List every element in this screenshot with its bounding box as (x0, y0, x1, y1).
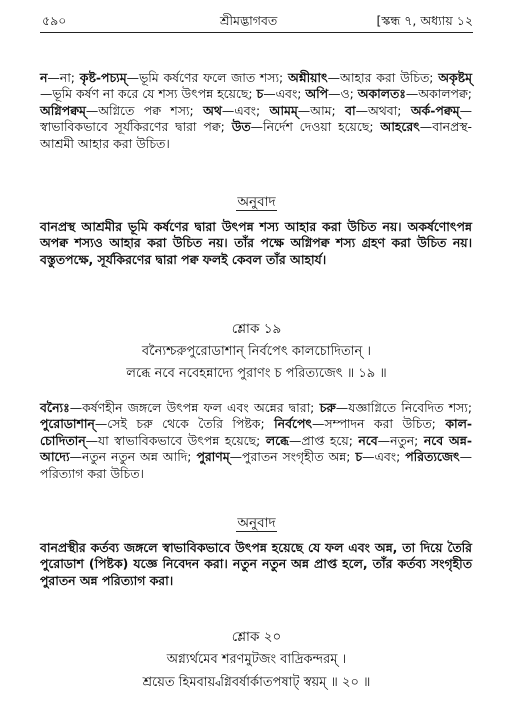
synonym-meaning: অথবা (367, 102, 398, 118)
synonym-meaning: প্রাপ্ত হয়ে (301, 432, 349, 448)
synonym-meaning: অগ্নিতে পক্ব শস্য (98, 102, 190, 118)
synonym-word: কাল-চোদিতান্ (40, 416, 472, 448)
page-header (42, 11, 473, 31)
synonym-meaning: ও (340, 86, 350, 102)
synonym-word: ন (40, 70, 48, 85)
synonym-word: অপি (305, 86, 329, 102)
synonym-word: পুরোডাশান্ (40, 416, 95, 432)
verse-20-line-1: অগ্ন্যর্থমেব শরণমুটজং বাদ্রিকন্দরম্ । (166, 652, 347, 667)
synonym-meaning: পুরাতন সংগৃহীত অন্ন (242, 449, 347, 465)
page-number: ৫৯০ (42, 13, 67, 28)
translation-text-2: বানপ্রস্থীর কর্তব্য জঙ্গলে স্বাভাবিকভাবে উৎপন্ন হয়েছে যে ফল এবং অন্ন, তা দিয়ে তৈরি পুরোডাশ (পিষ্টক) যজ্ঞে নিবেদন করা। নতুন নতুন অন্ন প্রাপ্ত হলে, তাঁর কর্তব্য সংগৃহীত পুরাতন অন্ন পরিত্যাগ করা। (40, 540, 472, 588)
synonym-word: চরু (319, 400, 336, 415)
verse-19-line-2: লব্ধে নবে নবেহন্নাদ্যে পুরাণং চ পরিত্যজেৎ ॥ ১৯ ॥ (126, 366, 387, 381)
synonym-meaning: যজ্ঞাগ্নিতে নিবেদিত শস্য (348, 400, 468, 415)
synonym-meaning: সম্পাদন করা উচিত (324, 416, 432, 432)
synonym-meaning: ভূমি কর্ষণের ফলে জাত শস্য (139, 70, 280, 85)
synonym-meaning: নতুন (390, 432, 415, 448)
synonym-word: নবে (358, 432, 378, 448)
synonym-word: বা (345, 102, 356, 118)
synonym-meaning: ভূমি কর্ষণ না করে যে শস্য উৎপন্ন হয়েছে (52, 86, 249, 102)
synonym-meaning: আহার করা উচিত (340, 70, 430, 85)
synonym-word: অগ্নিপক্বম্ (40, 102, 86, 118)
synonym-meaning: এবং (234, 102, 256, 118)
synonym-meaning: পরিত্যাগ করা উচিত। (40, 465, 144, 481)
synonym-word: নির্বপেৎ (274, 416, 312, 432)
book-title: শ্রীমদ্ভাগবত (220, 13, 278, 28)
synonym-word: আমম্ (269, 102, 298, 118)
synonym-word: কৃষ্ট-পচ্যম্ (79, 70, 127, 85)
synonym-meaning: নির্দেশ দেওয়া হয়েছে (263, 119, 370, 135)
synonyms-paragraph-2: বন্যৈঃ—কর্ষণহীন জঙ্গলে উৎপন্ন ফল এবং অন্নের দ্বারা; চরু—যজ্ঞাগ্নিতে নিবেদিত শস্য; পুরোডাশান্—সেই চরু থেকে তৈরি পিষ্টক; নির্বপেৎ—সম্পাদন করা উচিত; কাল-চোদিতান্—যা স্বাভাবিকভাবে উৎপন্ন হয়েছে; লব্ধে—প্রাপ্ত হয়ে; নবে—নতুন; নবে অন্ন-আদ্যে—নতুন নতুন অন্ন আদি; পুরাণম্—পুরাতন সংগৃহীত অন্ন; চ—এবং; পরিত্যজেৎ—পরিত্যাগ করা উচিত। (40, 400, 473, 481)
synonym-word: অকালতঃ (357, 86, 406, 102)
synonym-word: অর্ক-পক্বম্ (410, 102, 460, 118)
synonym-meaning: কর্ষণহীন জঙ্গলে উৎপন্ন ফল এবং অন্নের দ্বারা (82, 400, 311, 415)
synonym-meaning: এবং (275, 86, 298, 102)
synonym-word: আহরেৎ (380, 119, 420, 135)
synonym-meaning: অকালপক্ব (418, 86, 468, 102)
translation-heading-1: অনুবাদ (237, 194, 276, 210)
synonym-meaning: বানপ্রস্থ-আশ্রমী আহার করা উচিত। (40, 119, 472, 151)
synonym-word: লব্ধে (265, 432, 289, 448)
verse-19-line-1: বন্যৈশ্চরুপুরোডাশান্ নির্বপেৎ কালচোদিতান্ । (141, 344, 372, 359)
translation-text-1: বানপ্রস্থ আশ্রমীর ভূমি কর্ষণের দ্বারা উৎপন্ন শস্য আহার করা উচিত নয়। অকর্ষণোৎপন্ন অপক্ব শস্যও আহার করা উচিত নয়। তাঁর পক্ষে অগ্নিপক্ব শস্য গ্রহণ করা উচিত নয়। বস্তুতপক্ষে, সূর্যকিরণের দ্বারা পক্ব ফলই কেবল তাঁর আহার্য। (40, 219, 472, 267)
synonym-meaning: যা স্বাভাবিকভাবে উৎপন্ন হয়েছে (98, 432, 257, 448)
synonym-meaning: সেই চরু থেকে তৈরি পিষ্টক (107, 416, 261, 432)
synonym-word: অকৃষ্টম্ (438, 70, 472, 85)
synonym-meaning: স্বাভাবিকভাবে সূর্যকিরণের দ্বারা পক্ব (40, 119, 221, 135)
synonym-meaning: আম (310, 102, 332, 118)
verse-heading-20: শ্লোক ২০ (231, 629, 282, 645)
synonym-meaning: না (59, 70, 71, 85)
header-rule (40, 32, 473, 33)
synonym-word: পরিত্যজেৎ (405, 449, 460, 465)
synonym-meaning: এবং (374, 449, 397, 465)
synonym-word: অশ্নীয়াৎ (288, 70, 328, 85)
synonym-word: বন্যৈঃ (40, 400, 70, 415)
synonym-word: পুরাণম্ (196, 449, 230, 465)
synonym-word: অথ (203, 102, 222, 118)
synonym-word: চ (256, 86, 264, 102)
translation-heading-2: অনুবাদ (237, 515, 276, 531)
verse-20-line-2: শ্রয়েত হিমবায়্বগ্নিবর্ষার্কাতপষাট্ স্বয়ম্ ॥ ২০ ॥ (142, 675, 371, 690)
verse-heading-19: শ্লোক ১৯ (231, 321, 282, 337)
synonym-word: উত (231, 119, 251, 135)
synonym-word: নবে অন্ন-আদ্যে (40, 432, 472, 465)
synonym-meaning: নতুন নতুন অন্ন আদি (81, 449, 188, 465)
chapter-reference: [স্কন্ধ ৭, অধ্যায় ১২ (376, 13, 473, 28)
synonym-word: চ (355, 449, 363, 465)
synonyms-paragraph-1: ন—না; কৃষ্ট-পচ্যম্—ভূমি কর্ষণের ফলে জাত শস্য; অশ্নীয়াৎ—আহার করা উচিত; অকৃষ্টম্—ভূমি কর্ষণ না করে যে শস্য উৎপন্ন হয়েছে; চ—এবং; অপি—ও; অকালতঃ—অকালপক্ব; অগ্নিপক্বম্—অগ্নিতে পক্ব শস্য; অথ—এবং; আমম্—আম; বা—অথবা; অর্ক-পক্বম্—স্বাভাবিকভাবে সূর্যকিরণের দ্বারা পক্ব; উত—নির্দেশ দেওয়া হয়েছে; আহরেৎ—বানপ্রস্থ-আশ্রমী আহার করা উচিত। (40, 70, 472, 151)
